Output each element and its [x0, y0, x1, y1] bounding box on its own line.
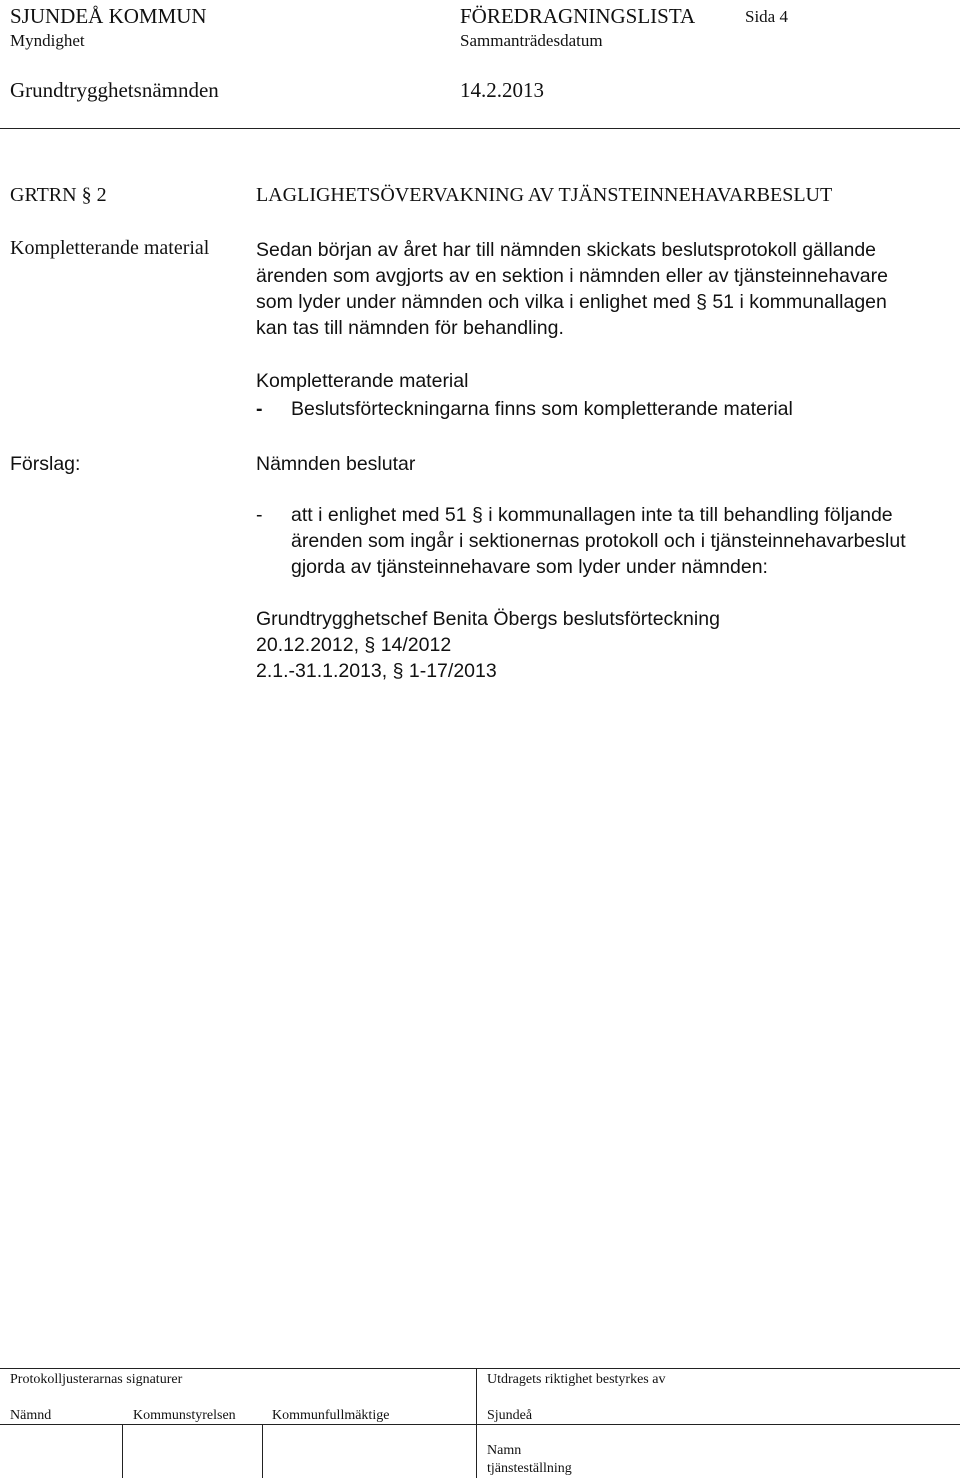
footer-position-label: tjänsteställning	[487, 1461, 572, 1476]
material-heading: Kompletterande material	[256, 370, 469, 392]
material-dash: -	[256, 398, 263, 420]
intro-line: Sedan början av året har till nämnden skickats beslutsprotokoll gällande	[256, 239, 877, 261]
footer-col-kommunstyrelsen: Kommunstyrelsen	[133, 1408, 236, 1423]
footer-divider-top	[0, 1368, 960, 1369]
decision-list-item: 2.1.-31.1.2013, § 1-17/2013	[256, 660, 497, 682]
date-label: Sammanträdesdatum	[460, 31, 603, 50]
intro-line: kan tas till nämnden för behandling.	[256, 317, 564, 339]
footer-place: Sjundeå	[487, 1408, 533, 1423]
decision-dash: -	[256, 504, 263, 526]
decision-list-item: 20.12.2012, § 14/2012	[256, 634, 452, 656]
material-item: Beslutsförteckningarna finns som kompletterande material	[291, 398, 793, 420]
decision-line: ärenden som ingår i sektionernas protokoll och i tjänsteinnehavarbeslut	[291, 530, 906, 552]
section-title: LAGLIGHETSÖVERVAKNING AV TJÄNSTEINNEHAVARBESLUT	[256, 184, 833, 206]
footer-divider-bottom	[0, 1424, 960, 1425]
decision-list-title: Grundtrygghetschef Benita Öbergs beslutsförteckning	[256, 608, 720, 630]
footer-name-label: Namn	[487, 1443, 522, 1458]
intro-line: ärenden som avgjorts av en sektion i nämnden eller av tjänsteinnehavare	[256, 265, 888, 287]
decision-line: gjorda av tjänsteinnehavare som lyder under nämnden:	[291, 556, 768, 578]
decision-paragraph	[291, 502, 906, 580]
footer-col-kommunfullmaktige: Kommunfullmäktige	[272, 1408, 390, 1423]
header-divider	[0, 128, 960, 129]
left-label-material: Kompletterande material	[10, 237, 210, 259]
footer-sig-divider-2	[262, 1424, 263, 1478]
intro-paragraph	[256, 237, 888, 341]
meeting-date: 14.2.2013	[460, 78, 544, 102]
signatures-label: Protokolljusterarnas signaturer	[10, 1372, 183, 1387]
decision-list	[256, 606, 720, 684]
footer-sig-divider-1	[122, 1424, 123, 1478]
decides-heading: Nämnden beslutar	[256, 453, 416, 475]
section-code: GRTRN § 2	[10, 184, 107, 206]
authority-label: Myndighet	[10, 31, 85, 50]
authority-name: Grundtrygghetsnämnden	[10, 78, 219, 102]
footer-column-divider	[476, 1368, 477, 1478]
verify-label: Utdragets riktighet bestyrkes av	[487, 1372, 666, 1387]
footer-col-namnd: Nämnd	[10, 1408, 52, 1423]
proposal-label: Förslag:	[10, 453, 81, 475]
document-title: FÖREDRAGNINGSLISTA	[460, 4, 696, 28]
decision-line: att i enlighet med 51 § i kommunallagen inte ta till behandling följande	[291, 504, 893, 526]
org-name: SJUNDEÅ KOMMUN	[10, 4, 207, 28]
intro-line: som lyder under nämnden och vilka i enlighet med § 51 i kommunallagen	[256, 291, 887, 313]
page-number: Sida 4	[745, 7, 788, 26]
